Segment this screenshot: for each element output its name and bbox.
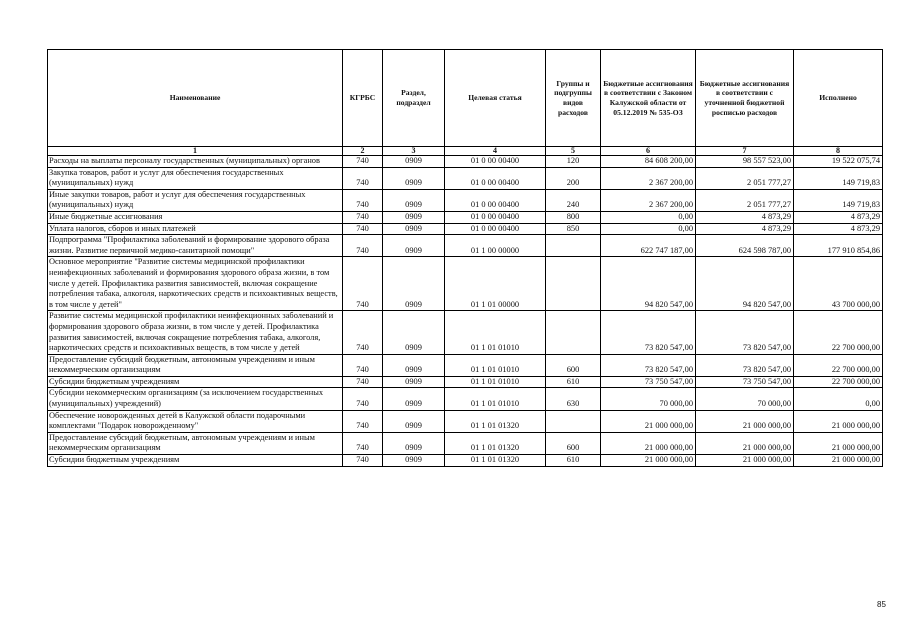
row-name: Уплата налогов, сборов и иных платежей xyxy=(48,223,343,235)
row-target-item: 01 1 01 01320 xyxy=(445,410,546,432)
row-expense-group: 200 xyxy=(546,167,601,189)
row-section: 0909 xyxy=(383,455,445,467)
row-kgrbs: 740 xyxy=(343,376,383,388)
row-executed: 177 910 854,86 xyxy=(794,235,883,257)
column-number: 7 xyxy=(696,147,794,156)
row-section: 0909 xyxy=(383,376,445,388)
table-row xyxy=(48,189,883,211)
row-target-item: 01 0 00 00400 xyxy=(445,189,546,211)
row-expense-group: 610 xyxy=(546,455,601,467)
row-law-allocation: 0,00 xyxy=(601,223,696,235)
row-expense-group: 800 xyxy=(546,211,601,223)
row-section: 0909 xyxy=(383,167,445,189)
row-section: 0909 xyxy=(383,257,445,311)
row-name: Субсидии некоммерческим организациям (за исключением государственных (муниципальных) учреждений) xyxy=(48,388,343,410)
row-revised-allocation: 70 000,00 xyxy=(696,388,794,410)
row-kgrbs: 740 xyxy=(343,311,383,354)
row-kgrbs: 740 xyxy=(343,354,383,376)
row-target-item: 01 0 00 00400 xyxy=(445,211,546,223)
row-executed: 22 700 000,00 xyxy=(794,354,883,376)
row-executed: 149 719,83 xyxy=(794,189,883,211)
table-row xyxy=(48,354,883,376)
table-row xyxy=(48,410,883,432)
row-law-allocation: 73 820 547,00 xyxy=(601,354,696,376)
row-target-item: 01 1 01 00000 xyxy=(445,257,546,311)
row-name: Закупка товаров, работ и услуг для обеспечения государственных (муниципальных) нужд xyxy=(48,167,343,189)
row-expense-group: 120 xyxy=(546,156,601,168)
row-revised-allocation: 624 598 787,00 xyxy=(696,235,794,257)
row-kgrbs: 740 xyxy=(343,156,383,168)
row-kgrbs: 740 xyxy=(343,388,383,410)
row-executed: 21 000 000,00 xyxy=(794,410,883,432)
row-expense-group xyxy=(546,311,601,354)
row-expense-group: 850 xyxy=(546,223,601,235)
column-number: 8 xyxy=(794,147,883,156)
row-executed: 0,00 xyxy=(794,388,883,410)
row-executed: 4 873,29 xyxy=(794,211,883,223)
row-expense-group xyxy=(546,410,601,432)
table-row xyxy=(48,311,883,354)
row-executed: 19 522 075,74 xyxy=(794,156,883,168)
row-name: Предоставление субсидий бюджетным, автономным учреждениям и иным некоммерческим организациям xyxy=(48,432,343,454)
table-row xyxy=(48,167,883,189)
row-revised-allocation: 4 873,29 xyxy=(696,223,794,235)
column-number-row xyxy=(48,147,883,156)
row-law-allocation: 73 750 547,00 xyxy=(601,376,696,388)
row-executed: 21 000 000,00 xyxy=(794,455,883,467)
row-executed: 149 719,83 xyxy=(794,167,883,189)
column-number: 5 xyxy=(546,147,601,156)
budget-table xyxy=(47,49,883,467)
row-target-item: 01 1 01 01010 xyxy=(445,388,546,410)
row-law-allocation: 21 000 000,00 xyxy=(601,455,696,467)
table-row xyxy=(48,211,883,223)
row-target-item: 01 1 01 01320 xyxy=(445,455,546,467)
row-revised-allocation: 21 000 000,00 xyxy=(696,455,794,467)
row-law-allocation: 622 747 187,00 xyxy=(601,235,696,257)
header-target-item: Целевая статья xyxy=(445,50,546,147)
header-revised-allocations: Бюджетные ассигнования в соответствии с уточненной бюджетной росписью расходов xyxy=(696,50,794,147)
header-section: Раздел, подраздел xyxy=(383,50,445,147)
table-row xyxy=(48,156,883,168)
row-kgrbs: 740 xyxy=(343,257,383,311)
row-kgrbs: 740 xyxy=(343,211,383,223)
row-expense-group: 630 xyxy=(546,388,601,410)
row-section: 0909 xyxy=(383,311,445,354)
row-revised-allocation: 73 820 547,00 xyxy=(696,354,794,376)
budget-table-sheet xyxy=(47,49,882,467)
row-kgrbs: 740 xyxy=(343,189,383,211)
column-number: 1 xyxy=(48,147,343,156)
row-target-item: 01 1 01 01320 xyxy=(445,432,546,454)
row-section: 0909 xyxy=(383,223,445,235)
row-executed: 22 700 000,00 xyxy=(794,311,883,354)
row-section: 0909 xyxy=(383,189,445,211)
row-expense-group xyxy=(546,235,601,257)
row-executed: 4 873,29 xyxy=(794,223,883,235)
row-revised-allocation: 98 557 523,00 xyxy=(696,156,794,168)
header-kgrbs: КГРБС xyxy=(343,50,383,147)
row-kgrbs: 740 xyxy=(343,432,383,454)
row-expense-group: 240 xyxy=(546,189,601,211)
table-row xyxy=(48,455,883,467)
row-section: 0909 xyxy=(383,156,445,168)
table-row xyxy=(48,235,883,257)
row-expense-group: 600 xyxy=(546,354,601,376)
table-body xyxy=(48,156,883,467)
row-law-allocation: 21 000 000,00 xyxy=(601,432,696,454)
row-law-allocation: 73 820 547,00 xyxy=(601,311,696,354)
row-law-allocation: 0,00 xyxy=(601,211,696,223)
page-number: 85 xyxy=(877,600,886,609)
row-expense-group: 600 xyxy=(546,432,601,454)
table-row xyxy=(48,388,883,410)
row-revised-allocation: 73 750 547,00 xyxy=(696,376,794,388)
row-section: 0909 xyxy=(383,410,445,432)
row-revised-allocation: 21 000 000,00 xyxy=(696,432,794,454)
row-target-item: 01 1 00 00000 xyxy=(445,235,546,257)
row-revised-allocation: 4 873,29 xyxy=(696,211,794,223)
table-row xyxy=(48,257,883,311)
header-expense-group: Группы и подгруппы видов расходов xyxy=(546,50,601,147)
row-law-allocation: 2 367 200,00 xyxy=(601,167,696,189)
row-name: Предоставление субсидий бюджетным, автономным учреждениям и иным некоммерческим организациям xyxy=(48,354,343,376)
row-law-allocation: 94 820 547,00 xyxy=(601,257,696,311)
row-executed: 43 700 000,00 xyxy=(794,257,883,311)
row-revised-allocation: 2 051 777,27 xyxy=(696,167,794,189)
row-name: Развитие системы медицинской профилактики неинфекционных заболеваний и формирования здорового образа жизни, в том числе у детей. Профилактика развития зависимостей, включая сокращение потребления табака, алкоголя, наркотических средств и психоактивных веществ, в том числе у детей xyxy=(48,311,343,354)
row-law-allocation: 21 000 000,00 xyxy=(601,410,696,432)
column-number: 4 xyxy=(445,147,546,156)
row-executed: 22 700 000,00 xyxy=(794,376,883,388)
row-section: 0909 xyxy=(383,354,445,376)
row-expense-group xyxy=(546,257,601,311)
header-row xyxy=(48,50,883,147)
column-number: 2 xyxy=(343,147,383,156)
column-number: 6 xyxy=(601,147,696,156)
row-target-item: 01 1 01 01010 xyxy=(445,311,546,354)
row-target-item: 01 1 01 01010 xyxy=(445,376,546,388)
row-target-item: 01 1 01 01010 xyxy=(445,354,546,376)
row-name: Расходы на выплаты персоналу государственных (муниципальных) органов xyxy=(48,156,343,168)
table-row xyxy=(48,223,883,235)
row-section: 0909 xyxy=(383,235,445,257)
header-law-allocations: Бюджетные ассигнования в соответствии с Законом Калужской области от 05.12.2019 № 535-ОЗ xyxy=(601,50,696,147)
row-name: Иные закупки товаров, работ и услуг для обеспечения государственных (муниципальных) нужд xyxy=(48,189,343,211)
row-kgrbs: 740 xyxy=(343,410,383,432)
row-name: Основное мероприятие "Развитие системы медицинской профилактики неинфекционных заболеваний и формирования здорового образа жизни, в том числе у детей. Профилактика развития зависимостей, включая сокращение потребления табака, алкоголя, наркотических средств и психоактивных веществ, в том числе у детей" xyxy=(48,257,343,311)
row-revised-allocation: 94 820 547,00 xyxy=(696,257,794,311)
row-kgrbs: 740 xyxy=(343,167,383,189)
row-revised-allocation: 73 820 547,00 xyxy=(696,311,794,354)
row-name: Подпрограмма "Профилактика заболеваний и формирование здорового образа жизни. Развитие первичной медико-санитарной помощи" xyxy=(48,235,343,257)
header-executed: Исполнено xyxy=(794,50,883,147)
table-row xyxy=(48,432,883,454)
header-name: Наименование xyxy=(48,50,343,147)
row-expense-group: 610 xyxy=(546,376,601,388)
row-section: 0909 xyxy=(383,388,445,410)
row-target-item: 01 0 00 00400 xyxy=(445,156,546,168)
row-target-item: 01 0 00 00400 xyxy=(445,167,546,189)
row-revised-allocation: 2 051 777,27 xyxy=(696,189,794,211)
column-number: 3 xyxy=(383,147,445,156)
row-kgrbs: 740 xyxy=(343,235,383,257)
row-law-allocation: 84 608 200,00 xyxy=(601,156,696,168)
row-name: Субсидии бюджетным учреждениям xyxy=(48,455,343,467)
row-name: Иные бюджетные ассигнования xyxy=(48,211,343,223)
row-law-allocation: 70 000,00 xyxy=(601,388,696,410)
row-target-item: 01 0 00 00400 xyxy=(445,223,546,235)
row-executed: 21 000 000,00 xyxy=(794,432,883,454)
row-kgrbs: 740 xyxy=(343,455,383,467)
row-law-allocation: 2 367 200,00 xyxy=(601,189,696,211)
row-section: 0909 xyxy=(383,432,445,454)
row-name: Субсидии бюджетным учреждениям xyxy=(48,376,343,388)
row-name: Обеспечение новорожденных детей в Калужской области подарочными комплектами "Подарок новорожденному" xyxy=(48,410,343,432)
row-revised-allocation: 21 000 000,00 xyxy=(696,410,794,432)
row-section: 0909 xyxy=(383,211,445,223)
row-kgrbs: 740 xyxy=(343,223,383,235)
table-row xyxy=(48,376,883,388)
